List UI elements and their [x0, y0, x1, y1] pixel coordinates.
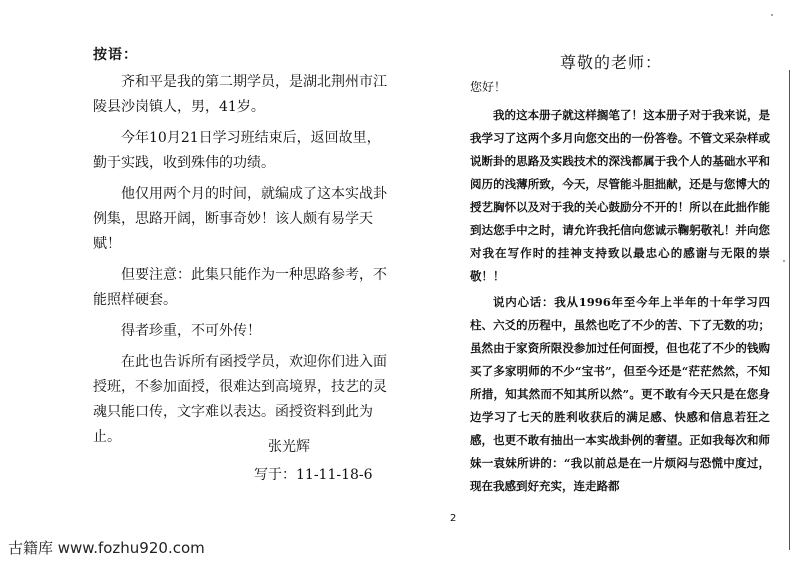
note-paragraph: 但要注意：此集只能作为一种思路参考，不能照样硬套。 [93, 267, 387, 308]
note-heading: 按语： [93, 47, 138, 63]
note-paragraph: 在此也告诉所有函授学员，欢迎你们进入面授班，不参加面授，很难达到高境界，技艺的灵魂只能口传，文字难以表达。函授资料到此为止。 [93, 354, 387, 445]
right-page [400, 0, 793, 561]
scan-speck [783, 260, 785, 262]
signature-date: 写于：11-11-18-6 [254, 467, 373, 483]
letter-paragraph: 说内心话：我从1996年至今年上半年的十年学习四柱、六爻的历程中，虽然也吃了不少的苦、下了无数的功；虽然由于家资所限没参加过任何面授，但也花了不少的钱购买了多家明师的不少“宝书”，但至今还是“茫茫然然，不知所措，知其然而不知其所以然”。更不敢有今天只是在您身边学习了七天的胜利收获后的满足感、快感和信息若狂之感，也更不敢有抽出一本实战卦例的奢望。正如我每次和师妹一袁妹所讲的：“我以前总是在一片烦闷与恐慌中度过，现在我感到好充实，连走路都 [470, 295, 770, 493]
note-paragraph: 今年10月21日学习班结束后，返回故里，勤于实践，收到殊伟的功绩。 [93, 130, 381, 171]
letter-paragraph: 我的这本册子就这样搁笔了！这本册子对于我来说，是我学习了这两个多月向您交出的一份答卷。不管文采杂样或说断卦的思路及实践技术的深浅都属于我个人的基础水平和阅历的浅薄所致，今天，尽管能斗胆拙献，还是与您博大的授艺胸怀以及对于我的关心鼓励分不开的！所以在此拙作能到达您手中之时，请允许我托信向您诚示鞠躬敬礼！并向您对我在写作时的挂神支持致以最忠心的感谢与无限的崇敬！！ [470, 108, 770, 283]
letter-greeting: 您好！ [470, 80, 507, 94]
site-watermark: 古籍库 www.fozhu920.com [8, 539, 205, 557]
scan-speck [771, 14, 773, 16]
note-paragraph: 齐和平是我的第二期学员，是湖北荆州市江陵县沙岗镇人，男，41岁。 [93, 74, 387, 115]
letter-body [470, 104, 770, 501]
note-paragraph: 他仅用两个月的时间，就编成了这本实战卦例集，思路开阔，断事奇妙！该人颇有易学天赋！ [93, 186, 387, 252]
note-body [93, 70, 393, 456]
scan-edge-line [789, 70, 790, 550]
signature-name: 张光辉 [268, 439, 310, 455]
letter-title: 尊敬的老师： [560, 53, 663, 72]
page-number: 2 [450, 513, 457, 524]
note-paragraph: 得者珍重，不可外传！ [121, 323, 261, 339]
